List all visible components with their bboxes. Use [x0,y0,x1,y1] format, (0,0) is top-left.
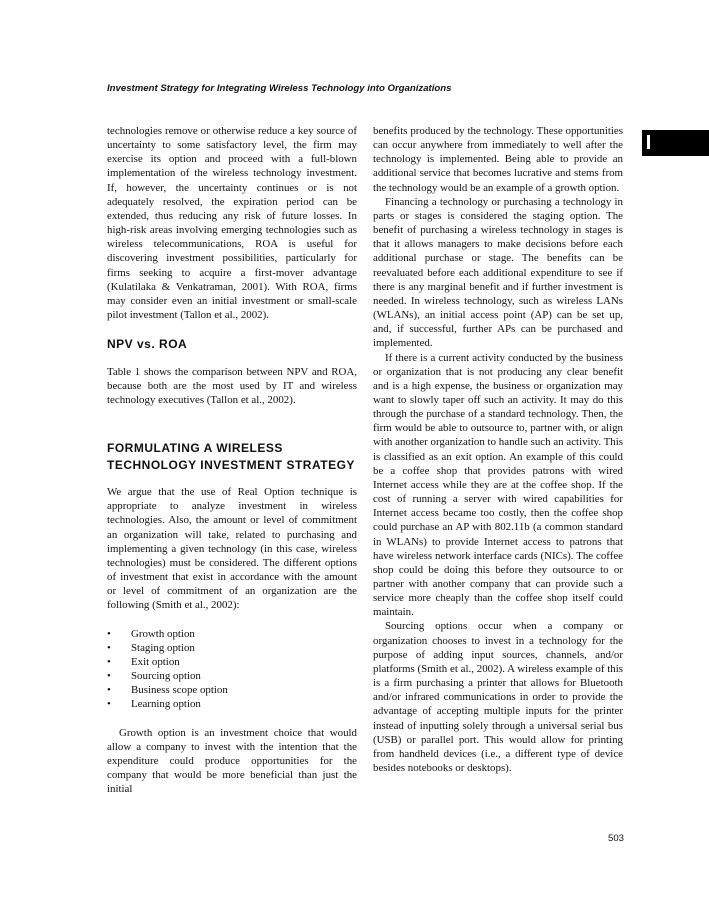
list-item [107,697,357,711]
thumb-tab-mark [647,135,650,149]
list-item-label: Sourcing option [131,670,201,683]
list-item [107,627,357,641]
page-number: 503 [607,833,624,844]
list-item [107,641,357,655]
list-item-label: Learning option [131,698,201,711]
right-paragraph-2: Financing a technology or purchasing a technology in parts or stages is considered the staging option. The benefit of purchasing a wireless technology in stages is that it allows managers to make decisions before each additional purchase or stage. The benefits can be reevaluated before each additional expenditure to see if there is any marginal benefit and if further investment is needed. In wireless technology, such as wireless LANs (WLANs), an initial access point (AP) can be set up, and, if successful, further APs can be purchased and implemented. [373,195,623,350]
list-item [107,683,357,697]
heading-npv-vs-roa: NPV vs. ROA [107,337,188,352]
list-item [107,669,357,683]
bullet-glyph: • [107,684,111,697]
bullet-glyph: • [107,627,111,640]
list-item-label: Business scope option [131,684,228,697]
left-paragraph-2: Table 1 shows the comparison between NPV and ROA, because both are the most used by IT and wireless technology executives (Tallon et al., 2002). [107,365,357,406]
investment-options-list [107,627,357,712]
heading-formulating-strategy: FORMULATING A WIRELESS TECHNOLOGY INVESTMENT STRATEGY [107,441,355,472]
left-column [107,124,357,796]
bullet-glyph: • [107,641,111,654]
right-column [373,124,623,775]
list-item-label: Staging option [131,641,195,654]
bullet-glyph: • [107,670,111,683]
list-item-label: Exit option [131,655,180,668]
bullet-glyph: • [107,655,111,668]
left-paragraph-3: We argue that the use of Real Option technique is appropriate to analyze investment in wireless technologies. Also, the amount or level of commitment an organization will take, related to purchasing and implementing a given technology (in this case, wireless technologies) must be considered. The different options of investment that exist in accordance with the amount or level of commitment of an organization are the following (Smith et al., 2002): [107,486,357,612]
list-item-label: Growth option [131,627,195,640]
bullet-glyph: • [107,698,111,711]
left-paragraph-4: Growth option is an investment choice that would allow a company to invest with the intention that the expenditure could produce opportunities for the company that would be more beneficial than just the initial [107,726,357,796]
right-paragraph-3: If there is a current activity conducted by the business or organization that is not producing any clear benefit and is a high expense, the business or organization may want to slowly taper off such an activity. It may do this through the purchase of a standard technology. Then, the firm would be able to outsource to, partner with, or align with another organization to handle such an activity. This is classified as an exit option. An example of this could be a coffee shop that provides patrons with wired Internet access while they are at the coffee shop. If the cost of running a server with wired capabilities for Internet access became too costly, then the coffee shop could purchase an AP with 802.11b (a common standard in WLANs) to provide Internet access to patrons that have wireless network interface cards (NICs). The coffee shop could be doing this before they outsource to or partner with another company that can provide such a service more cheaply than the coffee shop itself could maintain. [373,351,623,619]
right-paragraph-4: Sourcing options occur when a company or organization chooses to invest in a technology for the purpose of adding input sources, channels, and/or platforms (Smith et al., 2002). A wireless example of this is a firm purchasing a printer that allows for Bluetooth and/or infrared communications in order to provide the advantage of accepting multiple inputs for the printer instead of inputting solely through a universal serial bus (USB) or parallel port. This would allow for printing from handheld devices (i.e., a different type of device besides notebooks or desktops). [373,620,623,775]
left-paragraph-1: technologies remove or otherwise reduce a key source of uncertainty to some satisfactory level, the firm may exercise its option and proceed with a full-blown implementation of the wireless technology investment. If, however, the uncertainty continues or is not adequately resolved, the expiration period can be extended, thus reducing any risk of future losses. In high-risk areas involving emerging technologies such as wireless telecommunications, ROA is useful for discovering investment possibilities, particularly for firms seeking to acquire a first-mover advantage (Kulatilaka & Venkatraman, 2001). With ROA, firms may consider even an initial investment or small-scale pilot investment (Tallon et al., 2002). [107,125,357,322]
running-head: Investment Strategy for Integrating Wireless Technology into Organizations [107,83,452,94]
list-item [107,655,357,669]
right-paragraph-1: benefits produced by the technology. These opportunities can occur anywhere from immediately to well after the technology is implemented. Being able to provide an additional service that becomes lucrative and stems from the technology would be an example of a growth option. [373,125,623,194]
chapter-thumb-tab [642,130,709,156]
